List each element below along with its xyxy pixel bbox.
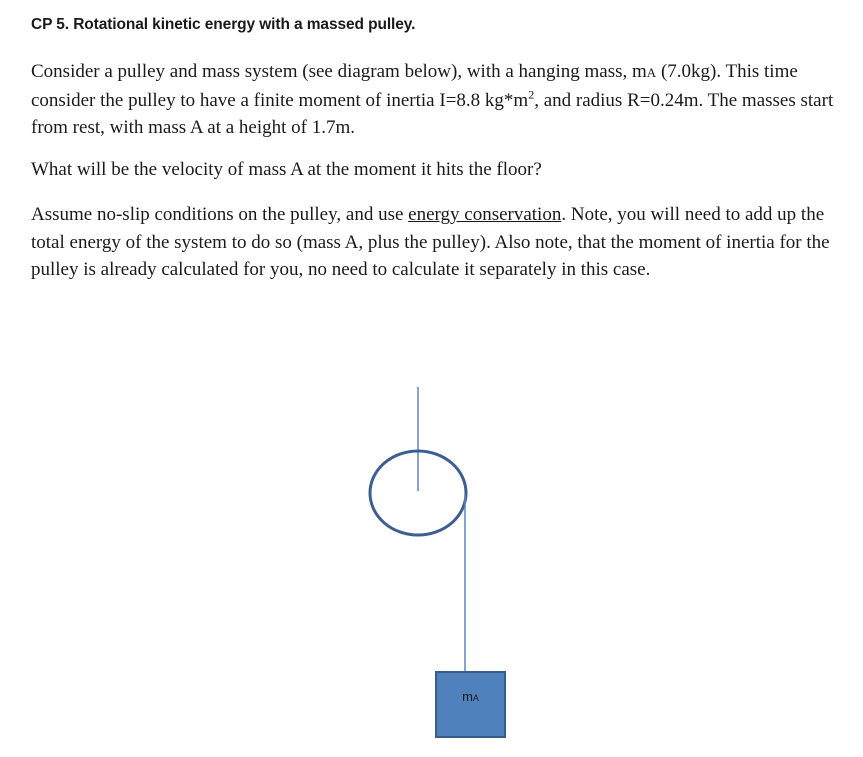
instructions-part-1: Assume no-slip conditions on the pulley, and use — [31, 204, 409, 225]
units-superscript: 2 — [528, 87, 535, 102]
description-part-1: Consider a pulley and mass system (see diagram below), with a hanging mass, m — [31, 61, 647, 82]
problem-question: What will be the velocity of mass A at the moment it hits the floor? — [31, 159, 542, 180]
mass-label-subscript: A — [472, 693, 479, 703]
description-part-3: , and radius R=0.24m. The masses start from rest, with mass A at a height of 1.7m. — [31, 89, 834, 138]
problem-title: CP 5. Rotational kinetic energy with a massed pulley. — [31, 16, 416, 33]
description-part-2: (7.0kg). This time consider the pulley to have a finite moment of inertia I=8.8 kg*m — [31, 61, 798, 111]
energy-conservation-term: energy conservation — [408, 204, 562, 225]
instructions-part-2: . Note, you will need to add up the total energy of the system to do so (mass A, plus the pulley). Also note, that the moment of inertia for the pulley is already calculated for you, no need to calculate it separately in this case. — [31, 204, 830, 280]
mass-label-m: m — [462, 689, 473, 704]
mass-a-label — [436, 672, 505, 723]
mass-subscript: A — [646, 65, 657, 80]
